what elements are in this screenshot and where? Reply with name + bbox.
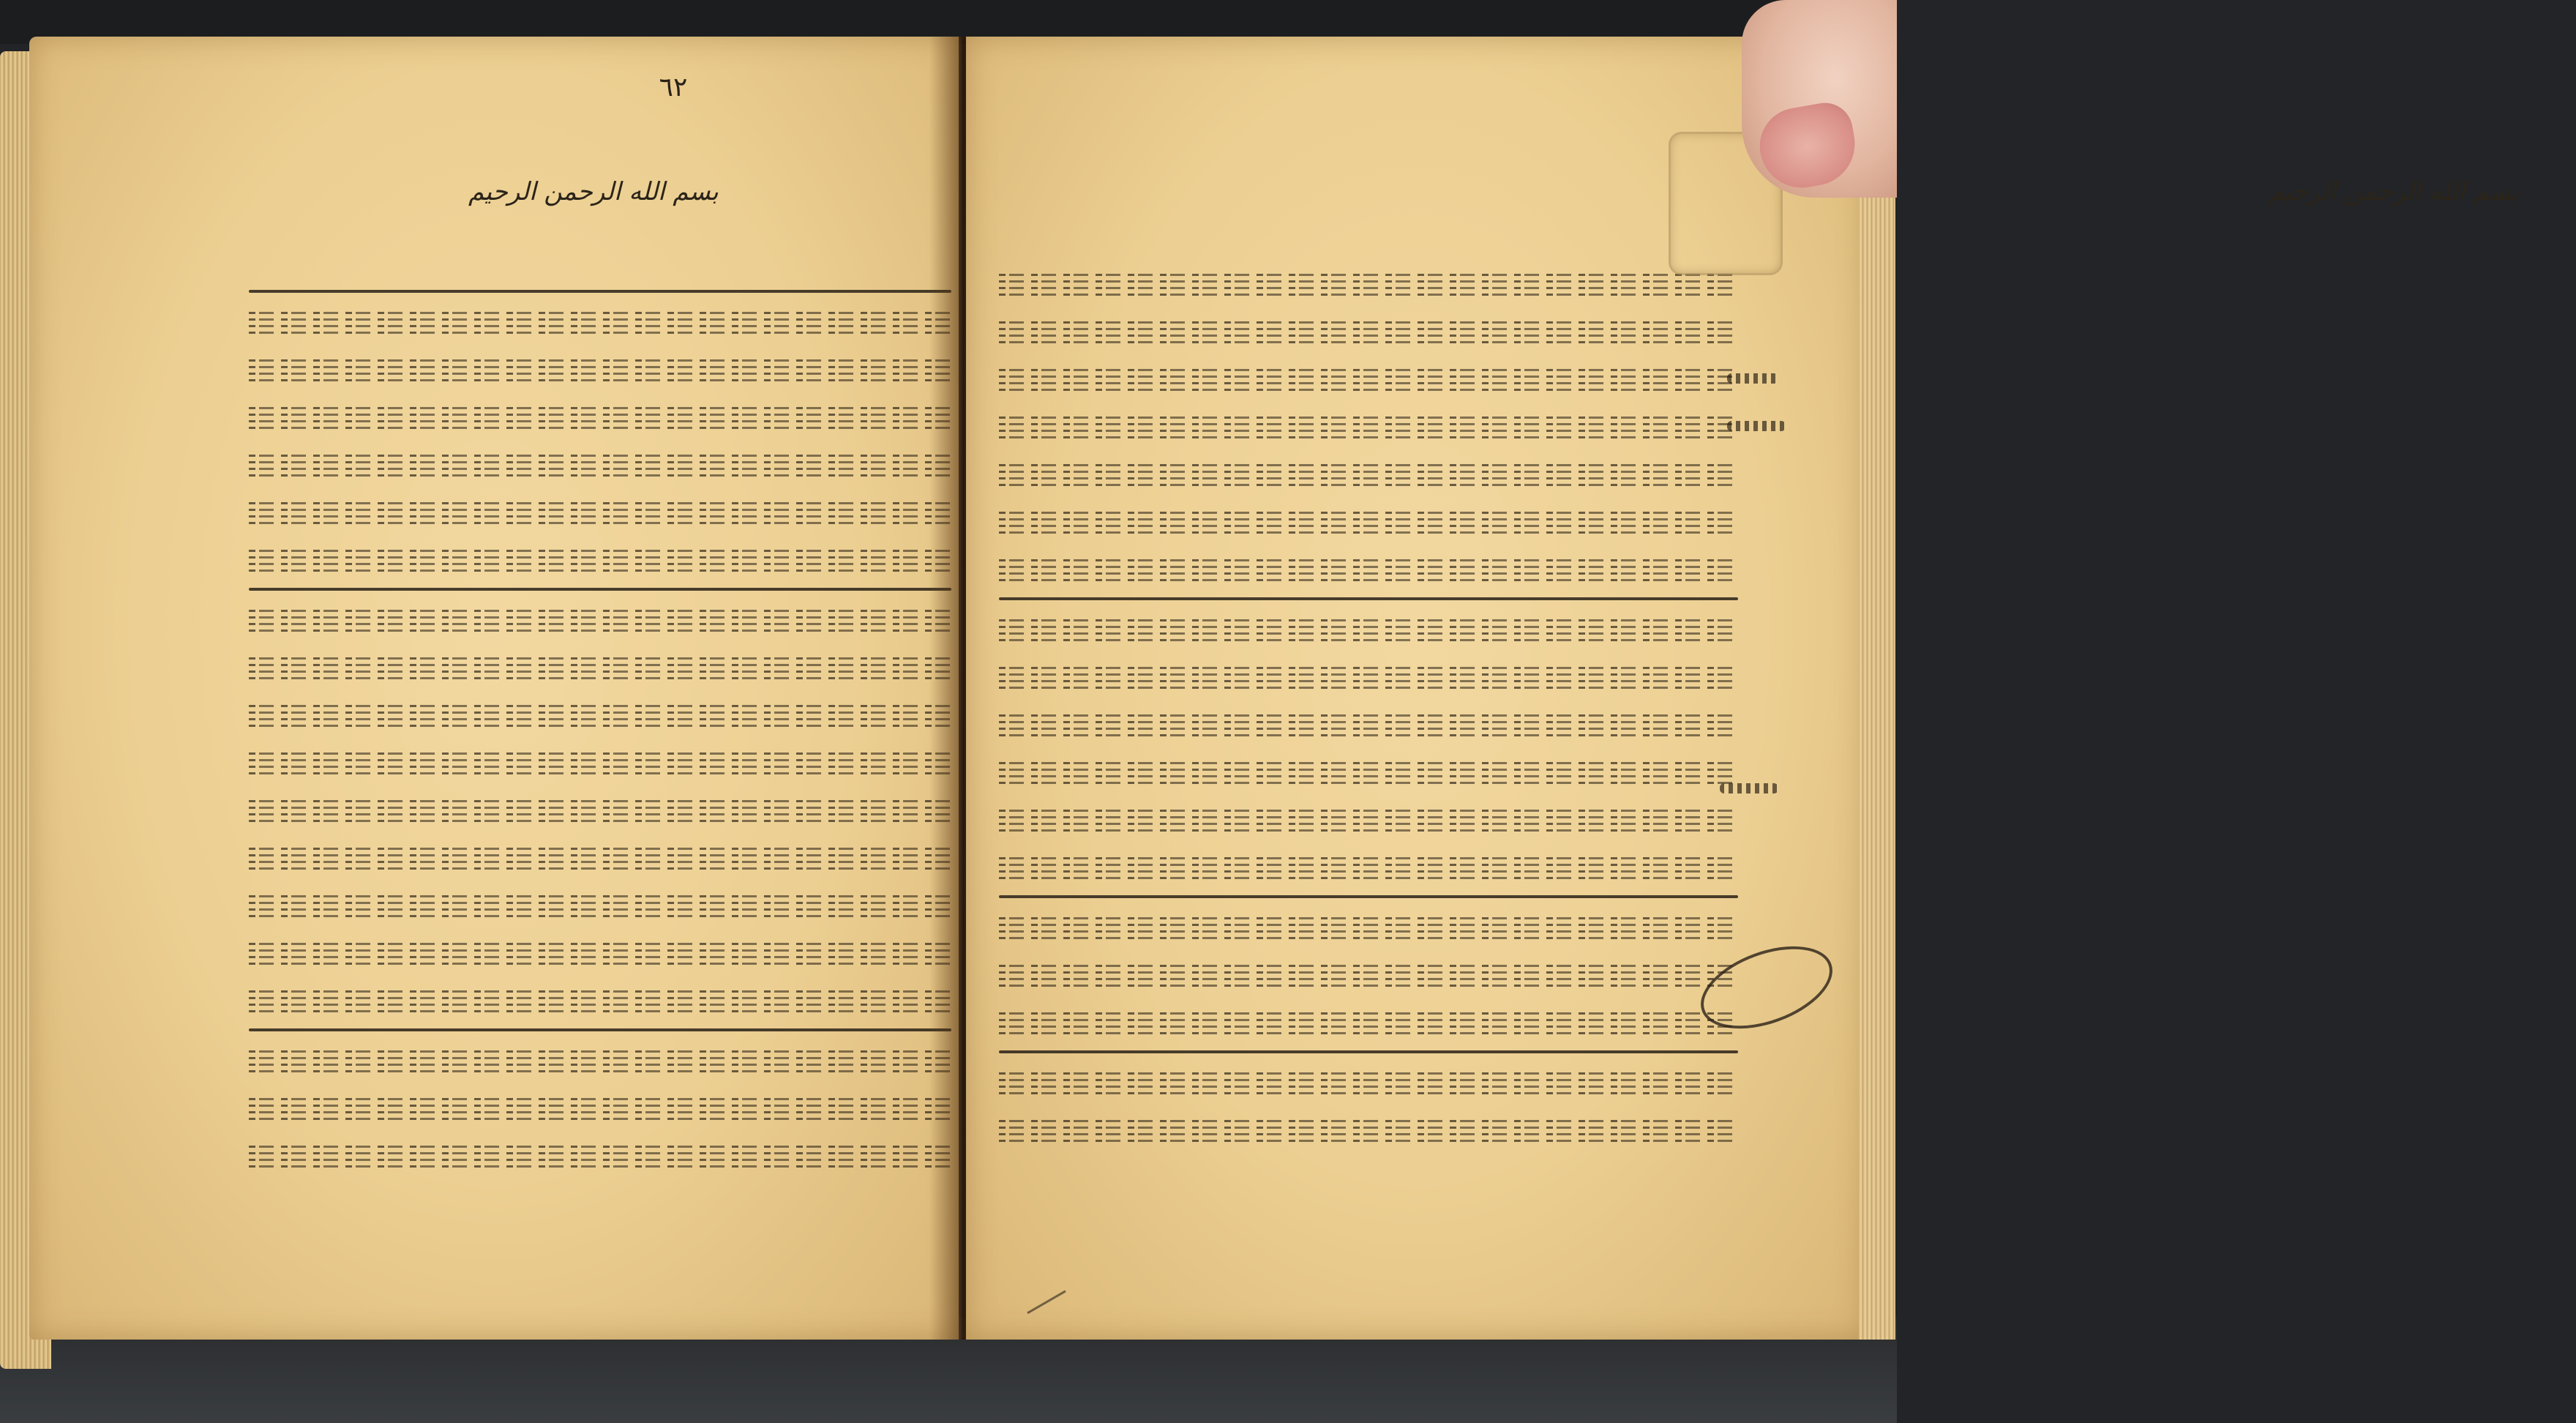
page-number: ٦٢ bbox=[659, 72, 688, 102]
handwritten-line bbox=[999, 847, 1738, 891]
handwritten-line bbox=[999, 1002, 1738, 1046]
handwritten-line bbox=[999, 549, 1738, 593]
handwritten-line bbox=[999, 454, 1738, 498]
handwritten-line bbox=[999, 501, 1738, 545]
handwritten-line bbox=[999, 752, 1738, 796]
handwritten-line bbox=[249, 837, 951, 881]
left-page-handwritten-text bbox=[249, 285, 951, 1274]
handwritten-line bbox=[249, 397, 951, 441]
handwritten-line bbox=[249, 933, 951, 976]
handwritten-line bbox=[999, 1062, 1738, 1106]
section-rule bbox=[249, 290, 951, 293]
handwritten-line bbox=[249, 742, 951, 786]
handwritten-line bbox=[249, 647, 951, 691]
handwritten-line bbox=[249, 695, 951, 739]
handwritten-line bbox=[999, 264, 1738, 307]
handwritten-line bbox=[249, 1040, 951, 1084]
handwritten-line bbox=[999, 406, 1738, 450]
handwritten-line bbox=[999, 1110, 1738, 1154]
open-manuscript-book bbox=[0, 22, 2519, 1369]
handwritten-line bbox=[249, 1135, 951, 1179]
section-rule bbox=[999, 597, 1738, 600]
section-rule bbox=[999, 1050, 1738, 1053]
handwritten-line bbox=[249, 492, 951, 536]
handwritten-line bbox=[249, 790, 951, 834]
handwritten-line bbox=[249, 885, 951, 929]
handwritten-line bbox=[999, 609, 1738, 653]
right-page-heading: بسم الله الرحمن الرحیم bbox=[2269, 177, 2519, 206]
handwritten-line bbox=[999, 311, 1738, 355]
handwritten-line bbox=[249, 600, 951, 643]
handwritten-line bbox=[249, 1088, 951, 1132]
handwritten-line bbox=[249, 539, 951, 583]
right-page-edges bbox=[1859, 51, 1895, 1340]
left-page bbox=[29, 37, 959, 1340]
section-rule bbox=[249, 1028, 951, 1031]
section-rule bbox=[999, 895, 1738, 898]
handwritten-line bbox=[249, 349, 951, 393]
handwritten-line bbox=[999, 907, 1738, 951]
handwritten-line bbox=[999, 657, 1738, 701]
section-rule bbox=[249, 588, 951, 591]
margin-annotation bbox=[1727, 421, 1786, 431]
right-page-handwritten-text bbox=[999, 264, 1738, 1259]
handwritten-line bbox=[999, 704, 1738, 748]
handwritten-line bbox=[249, 444, 951, 488]
handwritten-line bbox=[249, 980, 951, 1024]
handwritten-line bbox=[249, 302, 951, 346]
left-page-heading: بسم الله الرحمن الرحیم bbox=[468, 177, 719, 206]
handwritten-line bbox=[999, 359, 1738, 403]
handwritten-line bbox=[999, 955, 1738, 998]
margin-annotation bbox=[1727, 373, 1778, 384]
margin-annotation bbox=[1720, 783, 1778, 793]
handwritten-line bbox=[999, 799, 1738, 843]
